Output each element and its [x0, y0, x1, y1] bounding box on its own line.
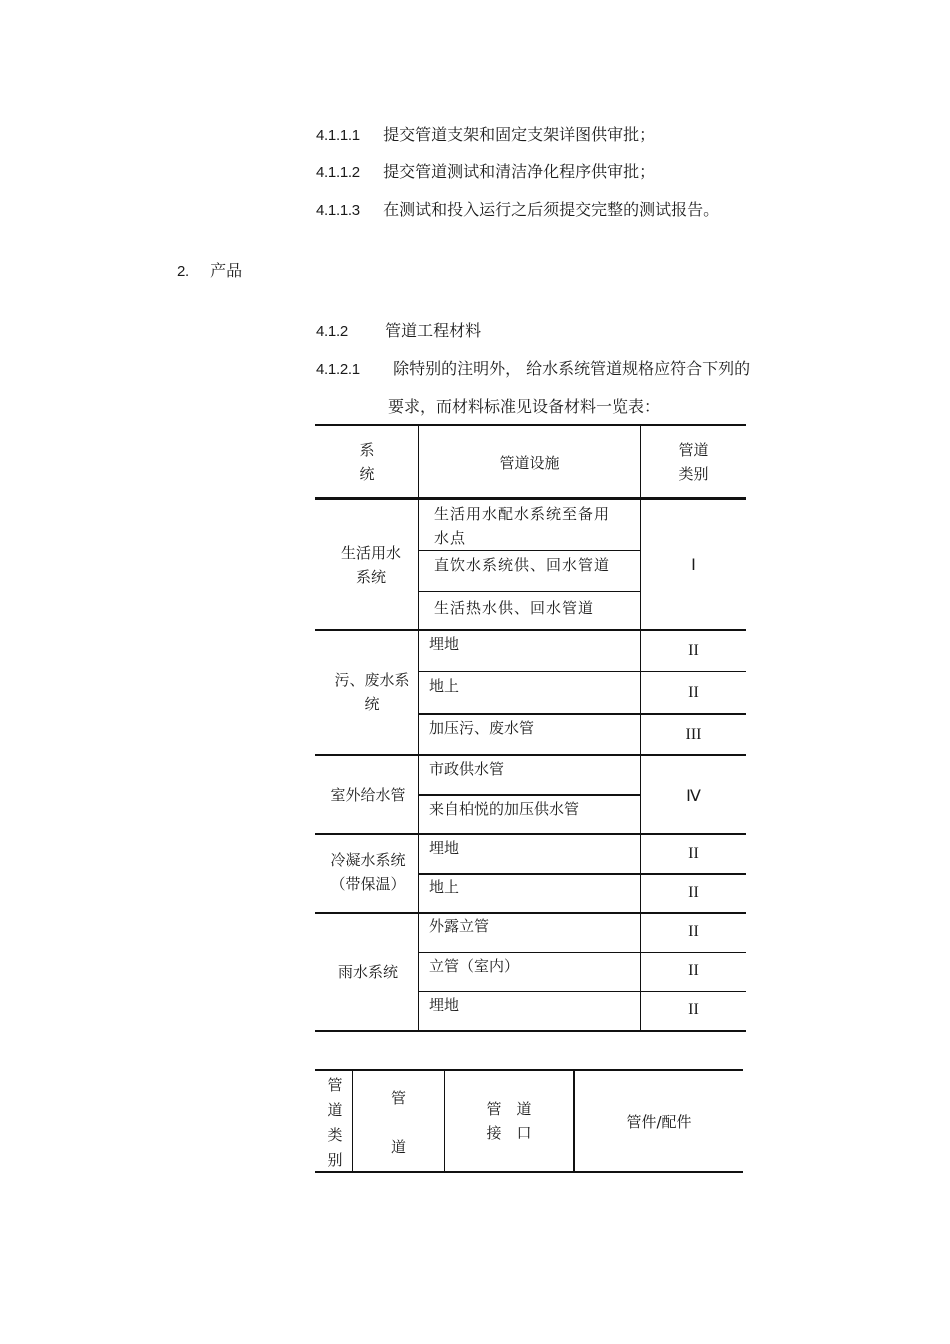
category-cell: II: [688, 684, 699, 701]
header-joint-line2: 接 口: [486, 1124, 532, 1142]
header-char: 别: [327, 1151, 343, 1169]
system-outdoor-supply: 室外给水管: [330, 786, 406, 804]
header-pipe-line1: 管: [390, 1089, 406, 1107]
facility-cell: 来自柏悦的加压供水管: [429, 800, 580, 818]
system-name-line1: 污、废水系: [334, 671, 410, 689]
category-cell: Ⅰ: [691, 557, 696, 574]
system-domestic-water: [316, 541, 426, 589]
section-heading: [177, 258, 242, 281]
header-char: 类: [327, 1126, 343, 1144]
system-name-line2: 系统: [355, 568, 386, 586]
section-title: 产品: [210, 261, 243, 280]
header-facility: 管道设施: [499, 454, 560, 472]
clause-text: 在测试和投入运行之后须提交完整的测试报告。: [383, 200, 720, 219]
clause-number: 4.1.2.1: [316, 361, 360, 378]
clause-number: 4.1.1.2: [316, 164, 360, 181]
category-cell: II: [688, 884, 699, 901]
facility-cell: [434, 502, 610, 550]
header-char: 管: [327, 1076, 343, 1094]
clause-text: 提交管道支架和固定支架详图供审批；: [383, 125, 656, 144]
facility-line1: 生活用水配水系统至备用: [434, 505, 611, 523]
clause-4-1-1-2: [316, 159, 655, 182]
system-name-line1: 冷凝水系统: [330, 851, 406, 869]
category-cell: Ⅳ: [686, 788, 701, 805]
facility-cell: 立管（室内）: [429, 957, 520, 975]
clause-4-1-1-1: [316, 122, 655, 145]
clause-4-1-1-3: [316, 197, 719, 220]
header-system-line2: 统: [359, 465, 375, 483]
header-category: [641, 438, 746, 486]
system-name-line1: 生活用水: [340, 544, 401, 562]
category-cell: II: [688, 962, 699, 979]
facility-cell: 外露立管: [429, 917, 490, 935]
header-fittings: 管件/配件: [626, 1113, 692, 1131]
facility-line2: 水点: [434, 529, 467, 547]
facility-cell: 生活热水供、回水管道: [434, 599, 595, 617]
facility-cell: 埋地: [429, 839, 460, 857]
category-cell: II: [688, 923, 699, 940]
facility-cell: 地上: [429, 677, 460, 695]
clause-number: 4.1.1.3: [316, 202, 360, 219]
clause-number: 4.1.1.1: [316, 127, 360, 144]
category-cell: II: [688, 845, 699, 862]
header-joint-line1: 管 道: [486, 1100, 532, 1118]
clause-text: 除特别的注明外， 给水系统管道规格应符合下列的: [393, 359, 751, 378]
clause-4-1-2: [316, 318, 481, 341]
header-system: [316, 438, 418, 486]
category-cell: II: [688, 1001, 699, 1018]
category-cell: II: [688, 642, 699, 659]
header-joint: [445, 1097, 573, 1145]
header-pipe-line2: 道: [390, 1138, 406, 1156]
facility-cell: 市政供水管: [429, 760, 505, 778]
header-category-line1: 管道: [678, 441, 709, 459]
header-category-line2: 类别: [678, 465, 709, 483]
system-name-line2: 统: [364, 695, 380, 713]
header-char: 道: [327, 1101, 343, 1119]
facility-cell: 地上: [429, 878, 460, 896]
facility-cell: 埋地: [429, 996, 460, 1014]
facility-cell: 加压污、废水管: [429, 719, 535, 737]
clause-number: 4.1.2: [316, 323, 348, 340]
system-name-line2: （带保温）: [330, 875, 406, 893]
system-sewage: [322, 668, 422, 716]
clause-text: 管道工程材料: [385, 321, 482, 340]
section-number: 2.: [177, 263, 189, 280]
system-rainwater: 雨水系统: [337, 963, 398, 981]
header-pipe-category: [318, 1073, 352, 1173]
clause-4-1-2-1-cont: 要求，而材料标准见设备材料一览表：: [388, 397, 661, 416]
category-cell: III: [685, 726, 702, 743]
facility-cell: 直饮水系统供、回水管道: [434, 556, 611, 574]
clause-4-1-2-1: [316, 356, 750, 379]
header-system-line1: 系: [359, 441, 375, 459]
clause-text: 提交管道测试和清洁净化程序供审批；: [383, 162, 656, 181]
system-condensate: [318, 848, 418, 896]
facility-cell: 埋地: [429, 635, 460, 653]
